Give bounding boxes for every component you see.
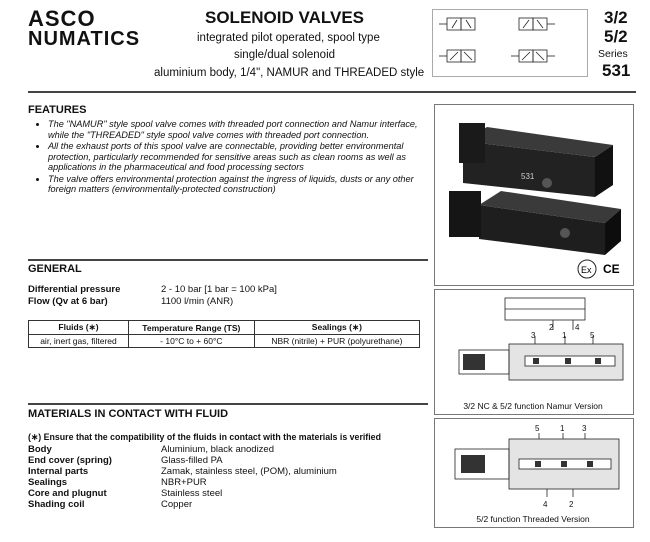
materials-divider: [28, 403, 428, 405]
brand-logo-line2: NUMATICS: [28, 28, 141, 50]
port-label: 3: [582, 424, 587, 433]
atex-mark: Ex: [581, 265, 592, 275]
material-value: Stainless steel: [161, 488, 223, 499]
feature-item: • All the exhaust ports of this spool valve are connectable, providing better environmental protection, particularly recommended for sensitive areas such as clean rooms as well as applications in the pharmaceutical and food processing sectors: [48, 141, 426, 173]
table-cell: air, inert gas, filtered: [29, 335, 129, 348]
diagram1-caption: 3/2 NC & 5/2 function Namur Version: [463, 401, 603, 411]
material-value: Copper: [161, 499, 193, 510]
material-label: Sealings: [28, 477, 68, 488]
subtitle-1: integrated pilot operated, spool type: [197, 32, 380, 44]
general-divider: [28, 259, 428, 261]
general-heading: GENERAL: [28, 263, 82, 275]
port-label: 5: [535, 424, 540, 433]
valve-symbols: [432, 9, 588, 77]
material-value: Zamak, stainless steel, (POM), aluminium: [161, 466, 337, 477]
table-cell: - 10°C to + 60°C: [128, 335, 254, 348]
ce-mark: CE: [603, 262, 620, 276]
table-header: Temperature Range (TS): [128, 321, 254, 335]
port-label: 4: [543, 500, 548, 509]
materials-heading: MATERIALS IN CONTACT WITH FLUID: [28, 408, 229, 420]
series-label: Series: [598, 48, 628, 60]
material-label: Core and plugnut: [28, 488, 107, 499]
table-cell: NBR (nitrile) + PUR (polyurethane): [254, 335, 419, 348]
compatibility-note: (∗) Ensure that the compatibility of the fluids in contact with the materials is verified: [28, 432, 381, 442]
port-label: 1: [562, 331, 567, 340]
material-label: Body: [28, 444, 52, 455]
port-label: 5: [590, 331, 595, 340]
subtitle-3: aluminium body, 1/4", NAMUR and THREADED style: [154, 67, 425, 79]
port-label: 2: [569, 500, 574, 509]
port-label: 1: [560, 424, 565, 433]
product-label: 531: [521, 172, 535, 181]
material-label: Internal parts: [28, 466, 89, 477]
material-value: Aluminium, black anodized: [161, 444, 275, 455]
brand-logo-line1: ASCO: [28, 6, 96, 31]
fluids-table: [28, 320, 420, 348]
feature-item: • The "NAMUR" style spool valve comes with threaded port connection and Namur interface, while the "THREADED" style spool valve comes with threaded port connection.: [48, 119, 426, 140]
spec-label: Differential pressure: [28, 284, 121, 295]
feature-item: • The valve offers environmental protection against the ingress of liquids, dusts or any other foreign matters (environmentally-protected construction): [48, 174, 426, 195]
spec-value: 2 - 10 bar [1 bar = 100 kPa]: [161, 284, 277, 295]
subtitle-2: single/dual solenoid: [234, 49, 336, 61]
material-label: Shading coil: [28, 499, 85, 510]
series-number: 531: [602, 61, 631, 80]
function-code-1: 3/2: [604, 8, 628, 27]
namur-section-drawing: [434, 289, 634, 415]
spec-value: 1100 l/min (ANR): [161, 296, 234, 307]
material-label: End cover (spring): [28, 455, 112, 466]
material-value: NBR+PUR: [161, 477, 207, 488]
features-list: [36, 119, 426, 196]
features-heading: FEATURES: [28, 104, 87, 116]
threaded-section-drawing: [434, 418, 634, 528]
port-label: 3: [531, 331, 536, 340]
spec-label: Flow (Qv at 6 bar): [28, 296, 108, 307]
header-divider: [28, 91, 636, 93]
product-photo: [434, 104, 634, 286]
port-label: 2: [549, 323, 554, 332]
page-title: SOLENOID VALVES: [205, 8, 365, 27]
port-label: 4: [575, 323, 580, 332]
material-value: Glass-filled PA: [161, 455, 223, 466]
general-specs: [28, 284, 428, 308]
table-header: Sealings (∗): [254, 321, 419, 335]
materials-specs: [28, 444, 428, 514]
function-code-2: 5/2: [604, 27, 628, 46]
table-header: Fluids (∗): [29, 321, 129, 335]
diagram2-caption: 5/2 function Threaded Version: [476, 514, 590, 524]
